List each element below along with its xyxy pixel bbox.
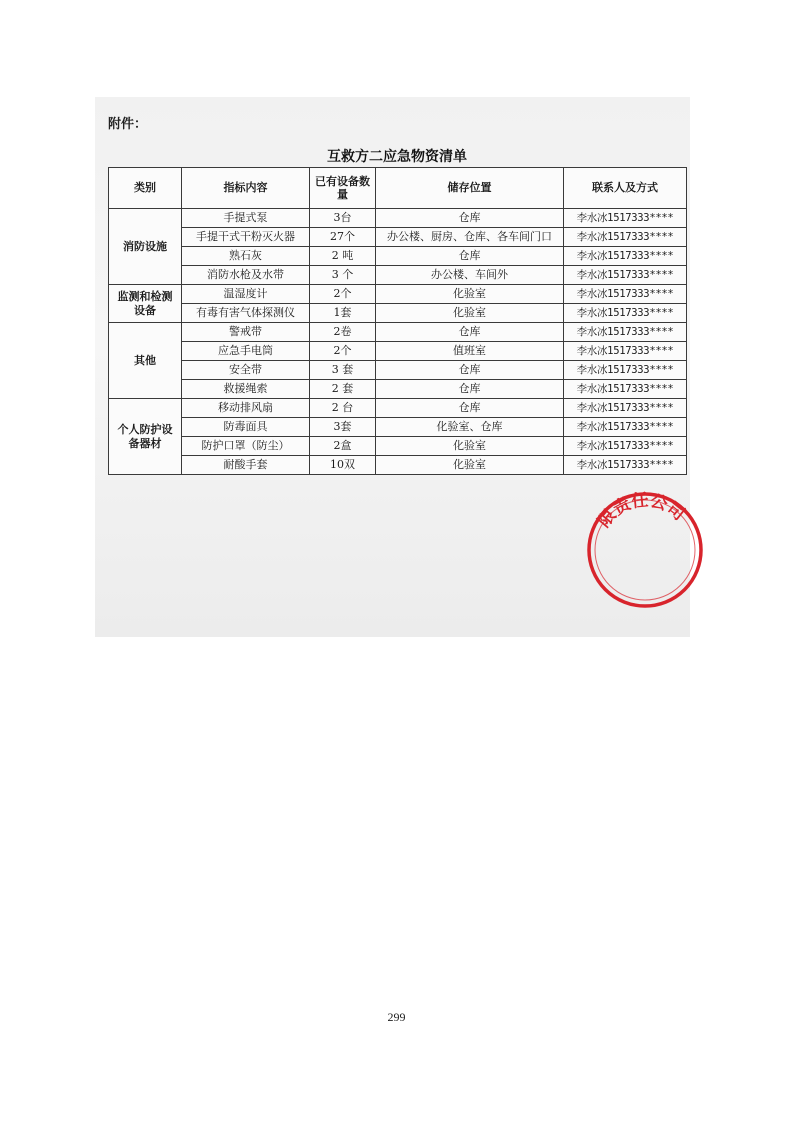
svg-text:限责任公司 [594,490,688,532]
contact-cell: 李水冰1517333**** [564,342,687,361]
table-row [109,209,687,228]
table-row [109,266,687,285]
item-cell: 耐酸手套 [182,456,310,475]
document-title: 互救方二应急物资清单 [327,149,467,165]
quantity-cell: 2 吨 [310,247,376,266]
location-cell: 仓库 [376,399,564,418]
page-number: 299 [387,1010,406,1024]
contact-cell: 李水冰1517333**** [564,399,687,418]
location-cell: 仓库 [376,209,564,228]
quantity-cell: 3套 [310,418,376,437]
item-cell: 警戒带 [182,323,310,342]
location-cell: 办公楼、厨房、仓库、各车间门口 [376,228,564,247]
quantity-cell: 2盒 [310,437,376,456]
contact-cell: 李水冰1517333**** [564,247,687,266]
item-cell: 手提式泵 [182,209,310,228]
item-cell: 消防水枪及水带 [182,266,310,285]
quantity-cell: 10双 [310,456,376,475]
company-seal [585,490,705,610]
location-cell: 化验室 [376,285,564,304]
quantity-cell: 3 套 [310,361,376,380]
table-row [109,342,687,361]
item-cell: 防护口罩（防尘） [182,437,310,456]
contact-cell: 李水冰1517333**** [564,285,687,304]
location-cell: 仓库 [376,323,564,342]
location-cell: 化验室、仓库 [376,418,564,437]
header-contact: 联系人及方式 [564,168,687,209]
item-cell: 移动排风扇 [182,399,310,418]
seal-text: 限责任公司 [594,490,689,532]
quantity-cell: 3台 [310,209,376,228]
quantity-cell: 1套 [310,304,376,323]
contact-cell: 李水冰1517333**** [564,323,687,342]
item-cell: 安全带 [182,361,310,380]
table-row [109,456,687,475]
table-row [109,323,687,342]
table-row [109,418,687,437]
table-row [109,247,687,266]
contact-cell: 李水冰1517333**** [564,209,687,228]
location-cell: 办公楼、车间外 [376,266,564,285]
contact-cell: 李水冰1517333**** [564,304,687,323]
location-cell: 值班室 [376,342,564,361]
item-cell: 救援绳索 [182,380,310,399]
location-cell: 化验室 [376,304,564,323]
item-cell: 熟石灰 [182,247,310,266]
table-row [109,285,687,304]
contact-cell: 李水冰1517333**** [564,456,687,475]
table-row [109,399,687,418]
category-cell: 其他 [109,323,182,399]
contact-cell: 李水冰1517333**** [564,437,687,456]
location-cell: 仓库 [376,361,564,380]
table-row [109,228,687,247]
quantity-cell: 2卷 [310,323,376,342]
item-cell: 有毒有害气体探测仪 [182,304,310,323]
table-row [109,380,687,399]
header-quantity: 已有设备数量 [310,168,376,209]
item-cell: 温湿度计 [182,285,310,304]
header-item: 指标内容 [182,168,310,209]
table-row [109,304,687,323]
table-header-row [109,168,687,209]
contact-cell: 李水冰1517333**** [564,266,687,285]
item-cell: 防毒面具 [182,418,310,437]
location-cell: 仓库 [376,380,564,399]
category-cell: 个人防护设备器材 [109,399,182,475]
quantity-cell: 2个 [310,285,376,304]
item-cell: 应急手电筒 [182,342,310,361]
contact-cell: 李水冰1517333**** [564,228,687,247]
location-cell: 化验室 [376,456,564,475]
attachment-label: 附件： [108,117,148,132]
contact-cell: 李水冰1517333**** [564,418,687,437]
category-cell: 监测和检测设备 [109,285,182,323]
emergency-supplies-table [108,167,687,475]
item-cell: 手提干式干粉灭火器 [182,228,310,247]
table-row [109,437,687,456]
quantity-cell: 2 套 [310,380,376,399]
category-cell: 消防设施 [109,209,182,285]
header-category: 类别 [109,168,182,209]
location-cell: 化验室 [376,437,564,456]
table-row [109,361,687,380]
quantity-cell: 2 台 [310,399,376,418]
header-location: 储存位置 [376,168,564,209]
quantity-cell: 27个 [310,228,376,247]
location-cell: 仓库 [376,247,564,266]
contact-cell: 李水冰1517333**** [564,380,687,399]
table-body [109,209,687,475]
contact-cell: 李水冰1517333**** [564,361,687,380]
quantity-cell: 3 个 [310,266,376,285]
quantity-cell: 2个 [310,342,376,361]
